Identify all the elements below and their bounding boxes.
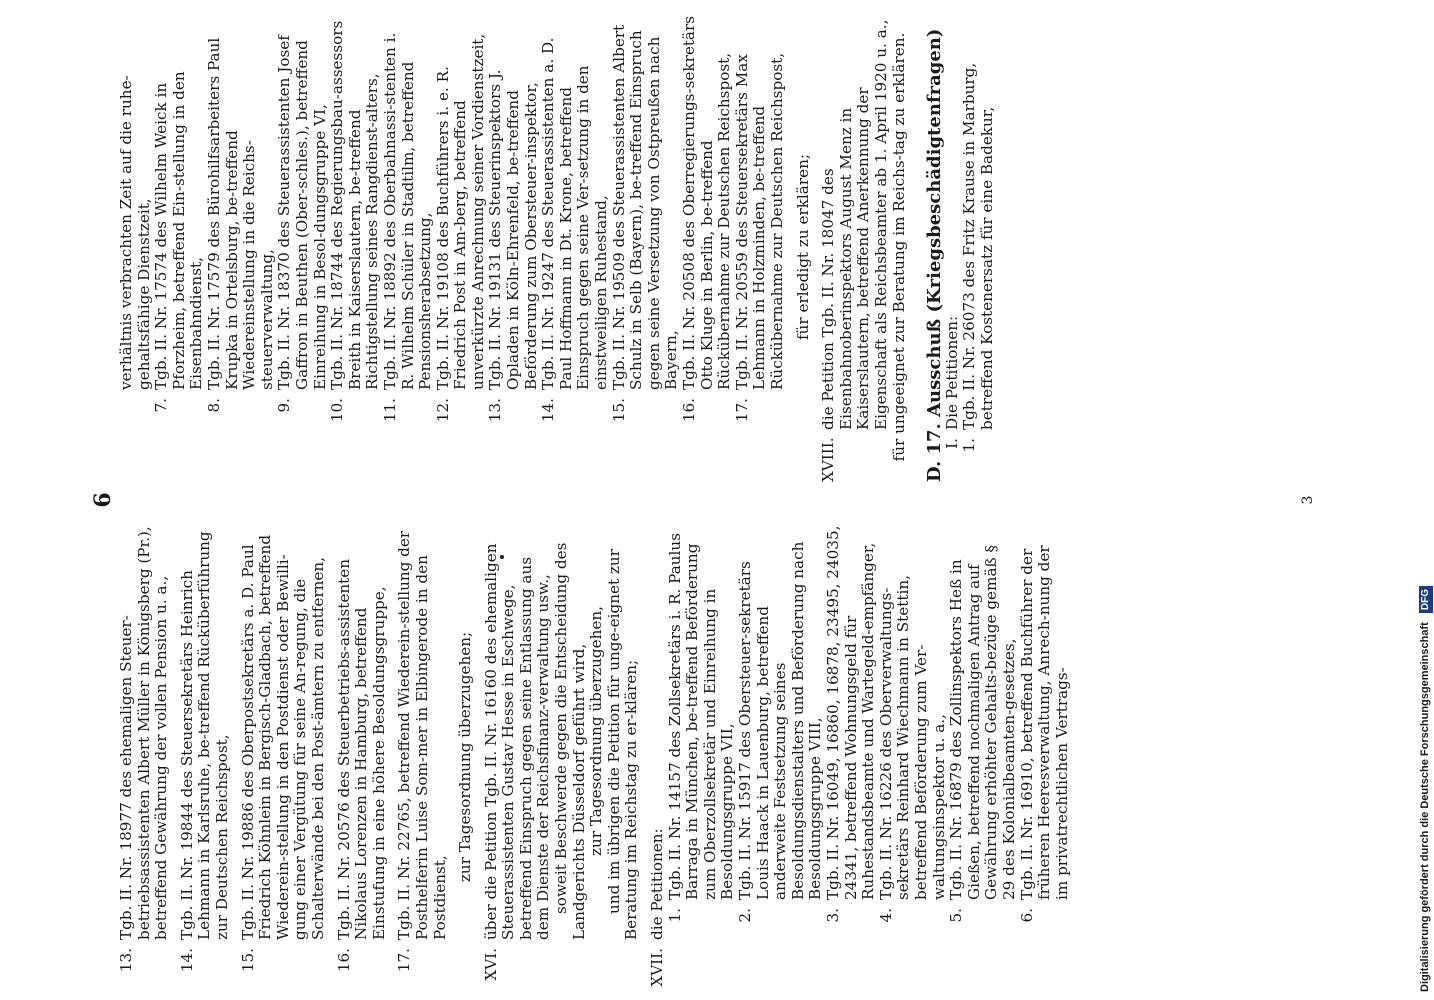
- list-item: [118, 522, 171, 992]
- list-item: [329, 12, 382, 430]
- sub-list: [667, 522, 1072, 992]
- item-text: Tgb. II. Nr. 17574 des Wilhelm Weick in Pforzheim, betreffend Ein-stellung in den Eisenbahndienst,: [152, 71, 206, 390]
- item-text: Tgb. II. Nr. 19131 des Steuerinspektors J. Opladen in Köln-Ehrenfeld, be-treffend Beförderung zum Obersteuer-inspektor,: [486, 69, 540, 390]
- digitization-note: [1410, 0, 1434, 1000]
- list-item: [611, 12, 681, 430]
- item-text: Tgb. II. Nr. 17579 des Bürohilfsarbeiters Paul Krupka in Ortelsburg, be-treffend Wiedereinstellung in die Reichs-steuerverwaltung,: [204, 37, 276, 390]
- item-text: Tgb. II. Nr. 19108 des Buchführers i. e. R. Friedrich Post in Am-berg, betreffend unverkürzte Anrechnung seiner Vordienstzeit,: [433, 33, 487, 390]
- item-text: Tgb. II. Nr. 15917 des Obersteuer-sekretärs Louis Haack in Lauenburg, betreffend anderweite Festsetzung seines Besoldungsdienstalters und Beförderung nach Besoldungsgruppe VIII,: [736, 541, 825, 900]
- item-text: Tgb. II. Nr. 19886 des Oberpostsekretärs a. D. Paul Friedrich Köhnlein in Bergisch-Gladbach, betreffend Wiederein-stellung in den Postdienst oder Bewilli-gung einer Vergütung für seine An-regung, die Schalterwände bei den Post-ämtern zu entfernen,: [238, 534, 327, 940]
- item-number: 4.: [876, 908, 895, 923]
- right-column: [118, 12, 997, 482]
- list-item: [540, 12, 610, 430]
- item-number: 14.: [539, 398, 558, 423]
- list-item: [240, 522, 328, 992]
- page-number: 6: [90, 492, 116, 508]
- item-number: 10.: [328, 398, 347, 423]
- item-text: Tgb. II. Nr. 16910, betreffend Buchführer der früheren Heeresverwaltung, Anrech-nung der im privatrechtlichen Vertrags-: [1017, 545, 1071, 900]
- item-number: 8.: [204, 398, 223, 413]
- section-paragraph: und im übrigen die Petition für unge-eignet zur Beratung im Reichstag zu er-klären;: [604, 549, 641, 940]
- list-item: [878, 522, 948, 940]
- section-text: über die Petition Tgb. II. Nr. 16160 des ehemaligen Steuerassistenten Gustav Hesse in Eschwege, betreffend Einspruch gegen seine Entlassung aus dem Dienste der Reichsfinanz-verwaltung usw.,: [481, 543, 553, 940]
- item-number: 15.: [238, 948, 257, 973]
- item-text: Tgb. II. Nr. 16226 des Oberverwaltungs-sekretärs Reinhard Wiechmann in Stettin, betreffend Beförderung zum Ver-waltungsinspektor u. a.,: [876, 575, 948, 900]
- item-number: 6.: [1017, 908, 1036, 923]
- item-text: Tgb. II. Nr. 19509 des Steuerassistenten Albert Schulz in Selb (Bayern), be-treffend Einspruch gegen seine Versetzung von Ostpreußen nach Bayern,: [609, 24, 681, 390]
- list-item: [825, 522, 878, 940]
- list-item: [948, 522, 1018, 940]
- list-item: [336, 522, 389, 992]
- section-text: die Petitionen:: [648, 828, 667, 940]
- list-item: [153, 12, 206, 430]
- section-text: die Petition Tgb. II. Nr. 18047 des Eisenbahnoberinspektors August Menz in Kaiserslautern, betreffend Anerkennung der Eigenschaft als Reichsbeamter ab 1. April 1920 u. a.,: [819, 19, 890, 430]
- digitization-text: Digitalisierung gefördert durch die Deutsche Forschungsgemeinschaft: [1419, 622, 1431, 992]
- section-number: XVII.: [648, 948, 667, 987]
- section-number: I.: [942, 438, 961, 449]
- item-number: 1.: [960, 438, 979, 453]
- section-paragraph: zur Tagesordnung überzugehen,: [587, 605, 606, 857]
- roman-section: [483, 522, 641, 992]
- item-number: 14.: [177, 948, 196, 973]
- roman-section: [944, 12, 962, 482]
- item-text: Tgb. II. Nr. 19844 des Steuersekretärs Heinrich Lehmann in Karlsruhe, be-treffend Rücküberführung zur Deutschen Reichspost,: [177, 531, 231, 940]
- list-item: [382, 12, 435, 430]
- roman-section: [649, 522, 667, 992]
- item-text: Tgb. II. Nr. 18744 des Regierungsbau-assessors Breith in Kaiserslautern, be-treffend Richtigstellung seines Rangdienst-alters,: [328, 20, 382, 390]
- list-item: [681, 12, 734, 430]
- item-number: 13.: [117, 948, 135, 973]
- item-number: 17.: [395, 948, 414, 973]
- item-text: Tgb. II. Nr. 26073 des Fritz Krause in Marburg, betreffend Kostenersatz für eine Badekur,: [960, 62, 996, 430]
- roman-section: [820, 12, 890, 482]
- item-number: 7.: [152, 398, 171, 413]
- item-text: Tgb. II. Nr. 20508 des Oberregierungs-sekretärs Otto Kluge in Berlin, be-treffend Rückübernahme zur Deutschen Reichspost,: [680, 15, 734, 390]
- item-number: 17.: [732, 398, 751, 423]
- section-number: XVI.: [481, 948, 500, 981]
- dfg-logo: DFG: [1419, 586, 1433, 613]
- item-number: 9.: [275, 398, 294, 413]
- list-item: [396, 522, 449, 992]
- item-number: 2.: [736, 908, 754, 923]
- list-item: [276, 12, 329, 430]
- item-text: Tgb. II. Nr. 18892 des Oberbahnassi-stenten i. R. Wilhelm Schüler in Stadtilm, betreffend Pensionsherabsetzung,: [380, 32, 435, 390]
- resolution-text: für ungeeignet zur Beratung im Reichs-tag zu erklären.: [889, 32, 908, 462]
- list-item: [179, 522, 232, 992]
- item-number: 1.: [665, 908, 684, 923]
- item-text: Tgb. II. Nr. 20559 des Steuersekretärs Max Lehmann in Holzminden, be-treffend Rückübernahme zur Deutschen Reichspost,: [732, 52, 786, 390]
- list-item: [961, 12, 996, 482]
- item-number: 5.: [947, 908, 966, 923]
- continuation-text: verhältnis verbrachten Zeit auf die ruhe-gehaltsfähige Dienstzeit,: [117, 75, 153, 390]
- section-heading: D. 17. Ausschuß (Kriegsbeschädigtenfragen): [924, 28, 946, 482]
- resolution-text: für erledigt zu erklären;: [793, 154, 812, 340]
- list-item: [734, 12, 787, 430]
- item-text: Tgb. II. Nr. 19247 des Steuerassistenten a. D. Paul Hoffmann in Dt. Krone, betreffend Einspruch gegen seine Ver-setzung in den einstweiligen Ruhestand,: [539, 37, 611, 390]
- section-paragraph: soweit Beschwerde gegen die Entscheidung des Landgerichts Düsseldorf geführt wird,: [552, 542, 588, 940]
- item-text: Tgb. II. Nr. 18977 des ehemaligen Steuer-betriebsassistenten Albert Müller in Königsberg (Pr.), betreffend Gewährung der vollen Pension u. a.,: [117, 526, 171, 940]
- list-item: [206, 12, 276, 430]
- section-number: XVIII.: [819, 437, 838, 482]
- list-item: [487, 12, 540, 430]
- item-number: 15.: [609, 398, 628, 423]
- list-item: [1019, 522, 1072, 940]
- item-number: 16.: [334, 948, 353, 973]
- item-text: Tgb. II. Nr. 18370 des Steuerassistenten Josef Gaffron in Beuthen (Ober-schles.), betreffend Einreihung in Besol-dungsgruppe VI,: [275, 35, 329, 390]
- item-text: Tgb. II. Nr. 16879 des Zollinspektors Heß in Gießen, betreffend nochmaligen Antrag auf Gewährung erhöhter Gehalts-bezüge gemäß § 29 des Kolonialbeamten-gesetzes,: [947, 544, 1018, 900]
- item-text: Tgb. II. Nr. 22765, betreffend Wiederein-stellung der Posthelferin Luise Som-mer in Elbingerode in den Postdienst,: [395, 530, 449, 940]
- list-item: [737, 522, 825, 940]
- item-number: 11.: [380, 398, 399, 423]
- scan-speck: [500, 555, 504, 559]
- footer-number: 3: [1300, 495, 1316, 505]
- item-text: Tgb. II. Nr. 16049, 16860, 16878, 23495, 24035, 24341, betreffend Wohnungsgeld für Ruhestandsbeamte und Wartegeld-empfänger,: [823, 525, 878, 900]
- item-number: 16.: [680, 398, 698, 423]
- list-item: [667, 522, 737, 940]
- item-number: 13.: [486, 398, 505, 423]
- sub-list: [153, 12, 786, 482]
- item-text: Tgb. II. Nr. 14157 des Zollsekretärs i. R. Paulus Barraga in München, be-treffend Beförderung zum Oberzollsekretär und Einreihung in Besoldungsgruppe VII,: [665, 533, 737, 900]
- digitization-sidebar: [1404, 0, 1434, 1000]
- list-item: [435, 12, 488, 430]
- section-text: Die Petitionen:: [942, 315, 961, 430]
- resolution-text: zur Tagesordnung überzugehen;: [456, 631, 475, 883]
- item-number: 12.: [433, 398, 452, 423]
- item-text: Tgb. II. Nr. 20576 des Steuerbetriebs-assistenten Nikolaus Lorenzen in Hamburg, betreffend Einstufung in eine höhere Besoldungsgruppe,: [334, 558, 388, 940]
- item-number: 3.: [823, 908, 842, 923]
- left-column: [118, 522, 1071, 992]
